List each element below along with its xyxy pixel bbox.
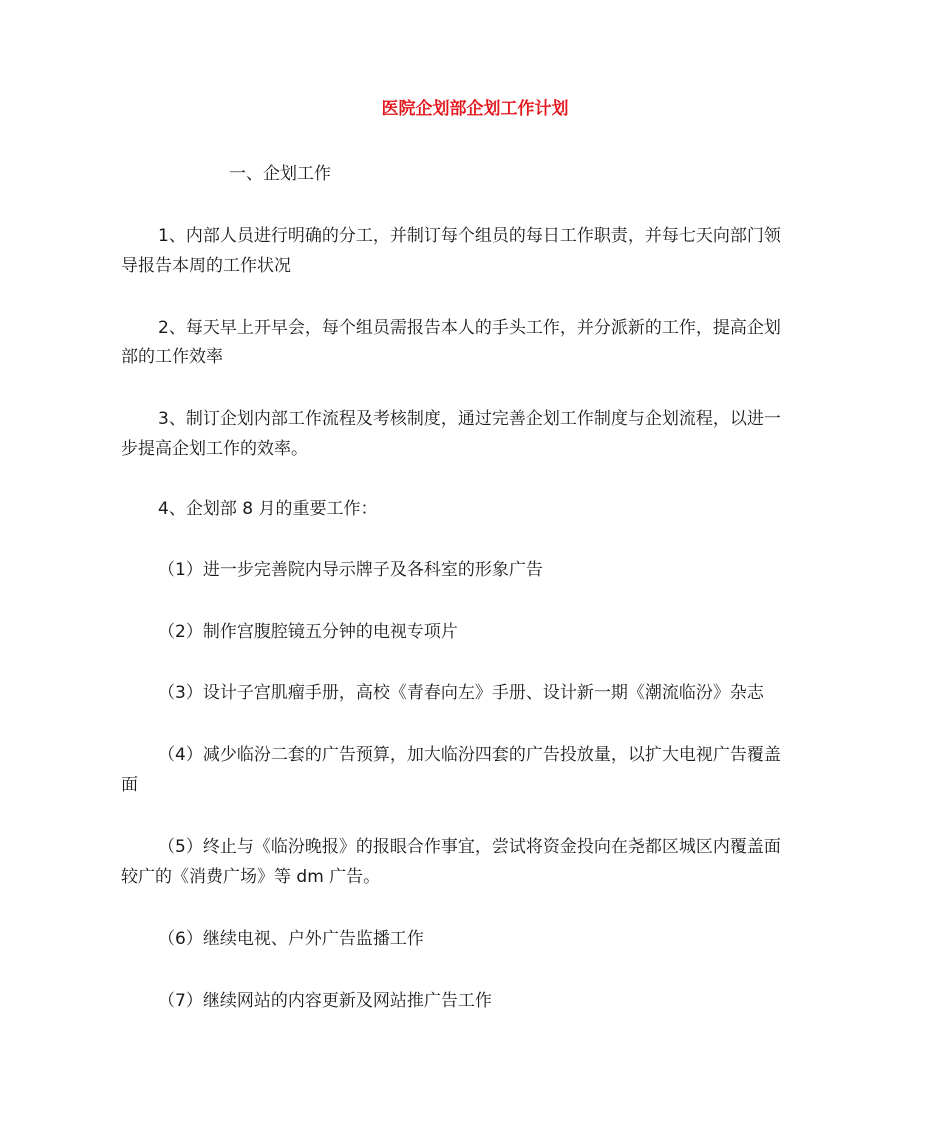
- subitem-3-line-1: （3）设计子宫肌瘤手册，高校《青春向左》手册、设计新一期《潮流临汾》杂志: [158, 683, 764, 703]
- item-2-line-2: 部的工作效率: [121, 347, 223, 367]
- item-1-line-1: 1、内部人员进行明确的分工，并制订每个组员的每日工作职责，并每七天向部门领: [158, 226, 781, 246]
- document-title: 医院企划部企划工作计划: [381, 99, 569, 119]
- subitem-5-line-1: （5）终止与《临汾晚报》的报眼合作事宜，尝试将资金投向在尧都区城区内覆盖面: [158, 837, 781, 857]
- item-1-line-2: 导报告本周的工作状况: [121, 256, 291, 276]
- subitem-4-line-1: （4）减少临汾二套的广告预算，加大临汾四套的广告投放量，以扩大电视广告覆盖: [158, 745, 781, 765]
- item-3-line-1: 3、制订企划内部工作流程及考核制度，通过完善企划工作制度与企划流程，以进一: [158, 409, 781, 429]
- item-4-line-1: 4、企划部 8 月的重要工作：: [158, 499, 378, 519]
- item-2-line-1: 2、每天早上开早会，每个组员需报告本人的手头工作，并分派新的工作，提高企划: [158, 318, 781, 338]
- subitem-4-line-2: 面: [121, 775, 138, 795]
- subitem-2-line-1: （2）制作宫腹腔镜五分钟的电视专项片: [158, 622, 458, 642]
- section-heading: 一、企划工作: [229, 164, 331, 184]
- subitem-7-line-1: （7）继续网站的内容更新及网站推广告工作: [158, 991, 492, 1011]
- item-3-line-2: 步提高企划工作的效率。: [121, 439, 308, 459]
- subitem-1-line-1: （1）进一步完善院内导示牌子及各科室的形象广告: [158, 560, 543, 580]
- subitem-5-line-2: 较广的《消费广场》等 dm 广告。: [121, 867, 381, 887]
- subitem-6-line-1: （6）继续电视、户外广告监播工作: [158, 929, 424, 949]
